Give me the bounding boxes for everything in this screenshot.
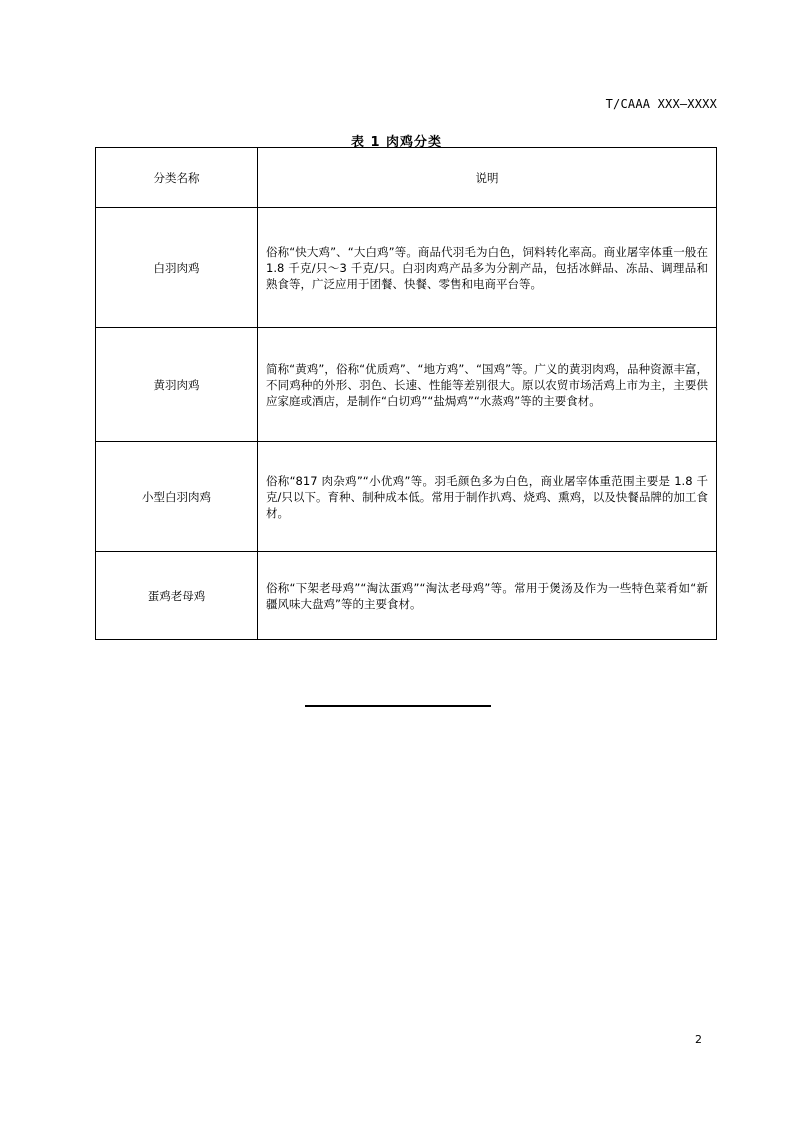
end-of-document-rule [305, 705, 491, 707]
category-name: 蛋鸡老母鸡 [96, 552, 258, 640]
category-description: 简称“黄鸡”，俗称“优质鸡”、“地方鸡”、“国鸡”等。广义的黄羽肉鸡，品种资源丰富，不同鸡种的外形、羽色、长速、性能等差别很大。原以农贸市场活鸡上市为主，主要供应家庭或酒店，是制作“白切鸡”“盐焗鸡”“水蒸鸡”等的主要食材。 [258, 328, 717, 442]
table-header-row [96, 148, 717, 208]
column-header-name: 分类名称 [96, 148, 258, 208]
table-row [96, 208, 717, 328]
category-description: 俗称“快大鸡”、“大白鸡”等。商品代羽毛为白色，饲料转化率高。商业屠宰体重一般在 1.8 千克/只～3 千克/只。白羽肉鸡产品多为分割产品，包括冰鲜品、冻品、调理品和熟食等，广泛应用于团餐、快餐、零售和电商平台等。 [258, 208, 717, 328]
page-number: 2 [695, 1033, 702, 1046]
category-name: 白羽肉鸡 [96, 208, 258, 328]
category-name: 黄羽肉鸡 [96, 328, 258, 442]
table-row [96, 328, 717, 442]
column-header-description: 说明 [258, 148, 717, 208]
document-code: T/CAAA XXX—XXXX [605, 97, 717, 111]
table-row [96, 442, 717, 552]
category-description: 俗称“下架老母鸡”“淘汰蛋鸡”“淘汰老母鸡”等。常用于煲汤及作为一些特色菜肴如“新疆风味大盘鸡”等的主要食材。 [258, 552, 717, 640]
table-title: 表 1 肉鸡分类 [350, 135, 443, 150]
broiler-classification-table [95, 147, 717, 640]
category-description: 俗称“817 肉杂鸡”“小优鸡”等。羽毛颜色多为白色，商业屠宰体重范围主要是 1.8 千克/只以下。育种、制种成本低。常用于制作扒鸡、烧鸡、熏鸡，以及快餐品牌的加工食材。 [258, 442, 717, 552]
category-name: 小型白羽肉鸡 [96, 442, 258, 552]
table-row [96, 552, 717, 640]
